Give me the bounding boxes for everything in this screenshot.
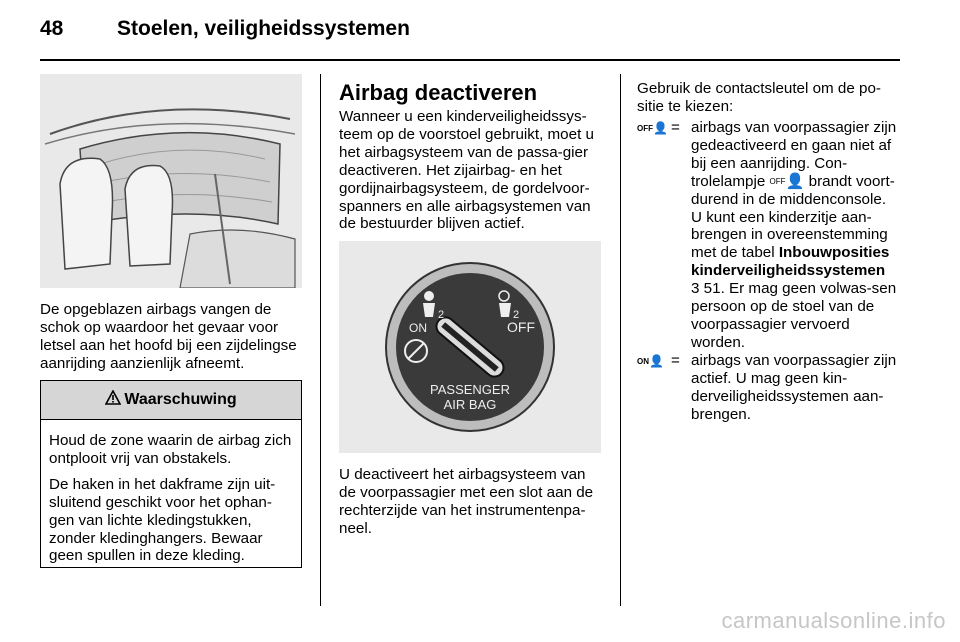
curtain-airbag-illustration (40, 74, 302, 288)
illustration-caption: De opgeblazen airbags vangen de schok op waardoor het gevaar voor letsel aan het hoofd bij een zijdelingse aanrijding aanzienlijk afneemt. (40, 301, 297, 372)
warning-triangle-icon (105, 390, 121, 410)
warning-paragraph: Houd de zone waarin de airbag zich ontplooit vrij van obstakels. (49, 432, 292, 467)
switch-label-off: OFF (507, 319, 535, 335)
switch-label-passenger: PASSENGER (430, 382, 510, 397)
switch-subscript-right: 2 (513, 309, 520, 321)
column-divider (320, 74, 321, 606)
warning-paragraph: De haken in het dakframe zijn uit-sluitend geschikt voor het ophan-gen van lichte kledingstukken, zonder kledinghangers. Bewaar geen spullen in deze kleding. (49, 475, 276, 565)
page-number: 48 (40, 17, 64, 40)
airbag-off-icon: $^{OFF}$👤 (637, 121, 668, 135)
warning-box (40, 380, 302, 568)
page-header-title: Stoelen, veiligheidssystemen (117, 17, 410, 40)
reference-link: Inbouwposities kinderveiligheidssystemen (691, 244, 890, 280)
column-divider (620, 74, 621, 606)
definition-text: airbags van voorpassagier zijn actief. U mag geen kin-derveiligheidssystemen aan-brengen. (691, 352, 897, 423)
definition-equals: = (671, 352, 680, 369)
switch-label-airbag: AIR BAG (443, 397, 497, 412)
watermark: carmanualsonline.info (721, 608, 946, 633)
intro-paragraph: Wanneer u een kinderveiligheidssys-teem op de voorstoel gebruikt, moet u het airbagsysteem van de passa-gier deactiveren. Het zijairbag- en het gordijnairbagsysteem, de gordelvoor-spanners en alle airbagsystemen van de bestuurder blijven actief. (339, 108, 594, 233)
airbag-on-icon: $^{ON}$👤 (637, 354, 664, 368)
header-rule (40, 59, 900, 61)
deactivation-paragraph: U deactiveert het airbagsysteem van de voorpassagier met een slot aan de rechterzijde van het instrumentenpa-neel. (339, 466, 594, 537)
definition-off (637, 119, 900, 352)
definition-equals: = (671, 119, 680, 136)
warning-title: Waarschuwing (124, 391, 237, 408)
page-reference-arrow: 3 (691, 280, 700, 298)
definition-text: airbags van voorpassagier zijn gedeactiveerd en gaan niet af bij een aanrijding. Con-trolelampje $^{OFF}$👤 brandt voort-durend in de middenconsole. U kunt een kinderzitje aan-brengen in overeenstemming met de tabel Inbouwposities kinderveiligheidssystemen 3 51. Er mag geen volwas-sen persoon op de stoel van de voorpassagier vervoerd worden. (691, 119, 897, 351)
switch-subscript-left: 2 (438, 309, 445, 321)
position-intro: Gebruik de contactsleutel om de po-sitie te kiezen: (637, 80, 881, 115)
definition-on (637, 352, 900, 424)
warning-header (41, 381, 301, 420)
airbag-switch-illustration (339, 241, 601, 453)
switch-label-on: ON (409, 321, 427, 335)
section-title: Airbag deactiveren (339, 80, 538, 105)
inline-airbag-off-icon: OFF (769, 176, 786, 186)
